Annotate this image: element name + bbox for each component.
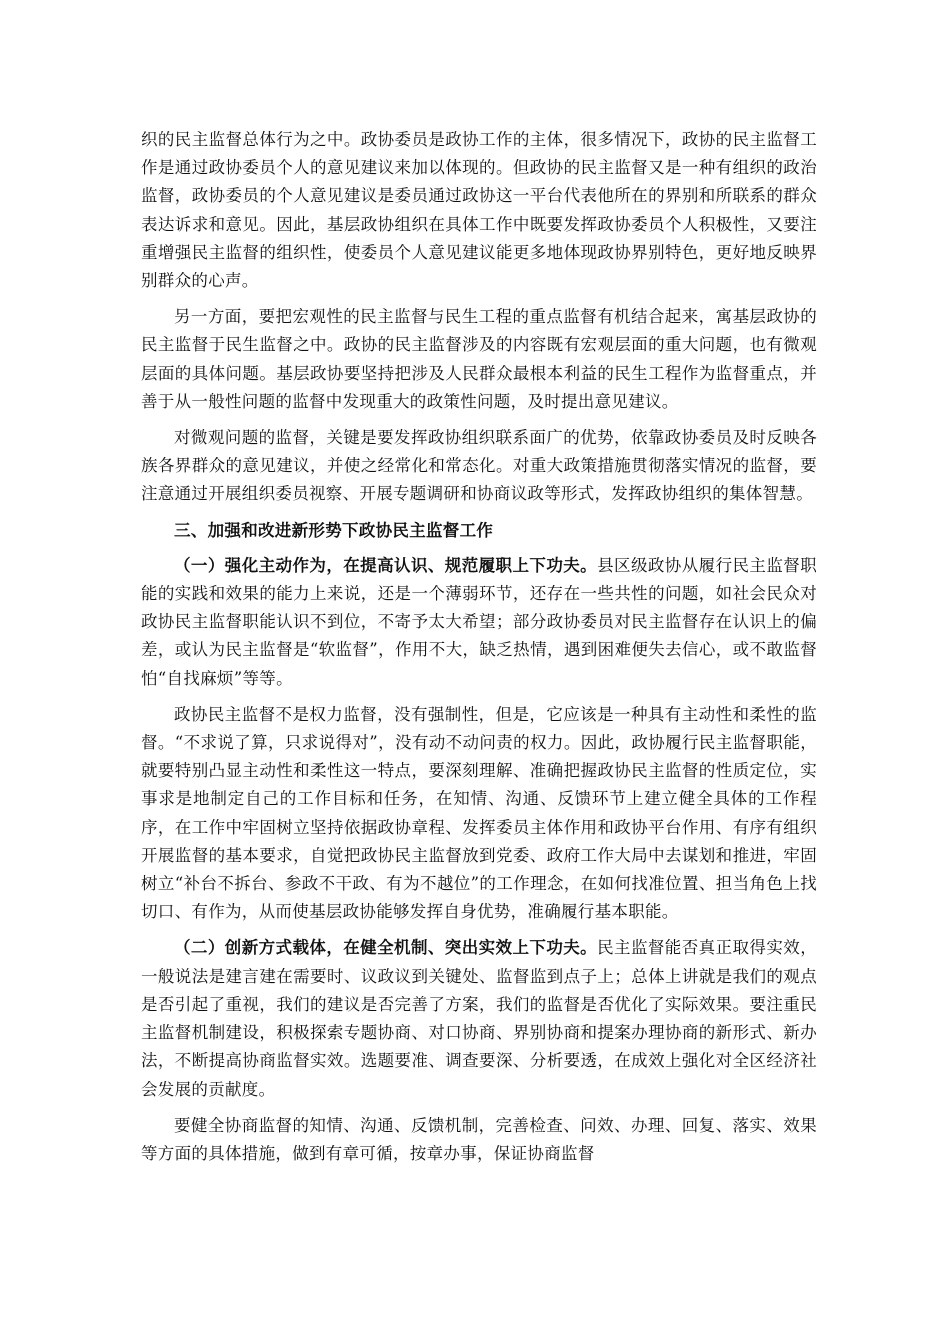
section-heading: 三、加强和改进新形势下政协民主监督工作: [174, 520, 494, 540]
paragraph: [141, 303, 817, 416]
paragraph: [141, 1112, 817, 1168]
document-page: [141, 126, 817, 1176]
paragraph-text: 对微观问题的监督，关键是要发挥政协组织联系面广的优势，依靠政协委员及时反映各族各界群众的意见建议，并使之经常化和常态化。对重大政策措施贯彻落实情况的监督，要注意通过开展组织委员视察、开展专题调研和协商议政等形式，发挥政协组织的集体智慧。: [141, 428, 817, 504]
paragraph-text: 织的民主监督总体行为之中。政协委员是政协工作的主体，很多情况下，政协的民主监督工作是通过政协委员个人的意见建议来加以体现的。但政协的民主监督又是一种有组织的政治监督，政协委员的个人意见建议是委员通过政协这一平台代表他所在的界别和所联系的群众表达诉求和意见。因此，基层政协组织在具体工作中既要发挥政协委员个人积极性，又要注重增强民主监督的组织性，使委员个人意见建议能更多地体现政协界别特色，更好地反映界别群众的心声。: [141, 130, 817, 291]
paragraph-continued: [141, 126, 817, 295]
paragraph-text: 县区级政协从履行民主监督职能的实践和效果的能力上来说，还是一个薄弱环节，还存在一些共性的问题，如社会民众对政协民主监督职能认识不到位，不寄予太大希望；部分政协委员对民主监督存在认识上的偏差，或认为民主监督是“软监督”，作用不大，缺乏热情，遇到困难便失去信心，或不敢监督怕“自找麻烦”等等。: [141, 555, 817, 688]
paragraph: [141, 424, 817, 509]
paragraph: [141, 701, 817, 927]
paragraph: [141, 934, 817, 1103]
paragraph-text: 要健全协商监督的知情、沟通、反馈机制，完善检查、问效、办理、回复、落实、效果等方面的具体措施，做到有章可循，按章办事，保证协商监督: [141, 1115, 817, 1163]
paragraph-text: 民主监督能否真正取得实效，一般说法是建言建在需要时、议政议到关键处、监督监到点子上；总体上讲就是我们的观点是否引起了重视，我们的建议是否完善了方案，我们的监督是否优化了实际效果。要注重民主监督机制建设，积极探索专题协商、对口协商、界别协商和提案办理协商的新形式、新办法，不断提高协商监督实效。选题要准、调查要深、分析要透，在成效上强化对全区经济社会发展的贡献度。: [141, 938, 817, 1099]
paragraph-lead: （一）强化主动作为，在提高认识、规范履职上下功夫。: [174, 555, 598, 575]
paragraph-text: 政协民主监督不是权力监督，没有强制性，但是，它应该是一种具有主动性和柔性的监督。“不求说了算，只求说得对”，没有动不动问责的权力。因此，政协履行民主监督职能，就要特别凸显主动性和柔性这一特点，要深刻理解、准确把握政协民主监督的性质定位，实事求是地制定自己的工作目标和任务，在知情、沟通、反馈环节上建立健全具体的工作程序，在工作中牢固树立坚持依据政协章程、发挥委员主体作用和政协平台作用、有序有组织开展监督的基本要求，自觉把政协民主监督放到党委、政府工作大局中去谋划和推进，牢固树立“补台不拆台、参政不干政、有为不越位”的工作理念，在如何找准位置、担当角色上找切口、有作为，从而使基层政协能够发挥自身优势，准确履行基本职能。: [141, 704, 817, 922]
paragraph-lead: （二）创新方式载体，在健全机制、突出实效上下功夫。: [174, 938, 598, 958]
paragraph-text: 另一方面，要把宏观性的民主监督与民生工程的重点监督有机结合起来，寓基层政协的民主监督于民生监督之中。政协的民主监督涉及的内容既有宏观层面的重大问题，也有微观层面的具体问题。基层政协要坚持把涉及人民群众最根本利益的民生工程作为监督重点，并善于从一般性问题的监督中发现重大的政策性问题，及时提出意见建议。: [141, 307, 817, 411]
paragraph: [141, 552, 817, 693]
